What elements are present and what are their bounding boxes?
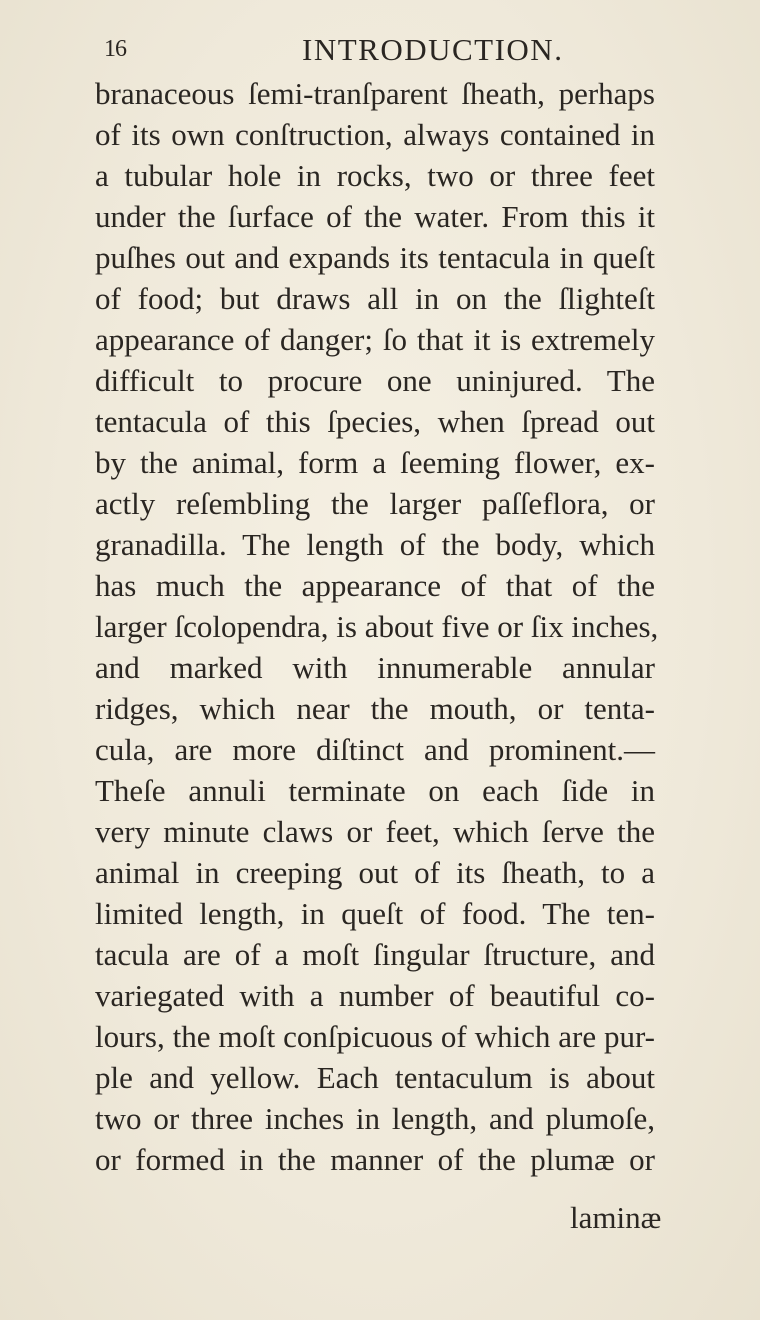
text-line: a tubular hole in rocks, two or three feet bbox=[95, 158, 655, 193]
text-line: branaceous ſemi-tranſparent ſheath, perhaps bbox=[95, 76, 655, 111]
text-line: ridges, which near the mouth, or tenta- bbox=[95, 691, 655, 726]
text-line: has much the appearance of that of the bbox=[95, 568, 655, 603]
text-line: larger ſcolopendra, is about five or ſix inches, bbox=[95, 609, 659, 644]
page-number: 16 bbox=[104, 36, 126, 62]
text-line: actly reſembling the larger paſſeflora, or bbox=[95, 486, 655, 521]
text-line: cula, are more diſtinct and prominent.— bbox=[95, 732, 655, 767]
text-line: tentacula of this ſpecies, when ſpread out bbox=[95, 404, 655, 439]
running-head: INTRODUCTION. bbox=[302, 32, 564, 67]
text-line: or formed in the manner of the plumæ or bbox=[95, 1142, 655, 1177]
page-header bbox=[104, 28, 664, 76]
text-line: and marked with innumerable annular bbox=[95, 650, 655, 685]
catchword: laminæ bbox=[570, 1200, 662, 1235]
text-line: lours, the moſt conſpicuous of which are pur- bbox=[95, 1019, 655, 1054]
text-line: difficult to procure one uninjured. The bbox=[95, 363, 655, 398]
text-line: animal in creeping out of its ſheath, to a bbox=[95, 855, 655, 890]
text-line: variegated with a number of beautiful co- bbox=[95, 978, 655, 1013]
text-line: Theſe annuli terminate on each ſide in bbox=[95, 773, 655, 808]
text-line: two or three inches in length, and plumoſe, bbox=[95, 1101, 655, 1136]
text-line: of food; but draws all in on the ſlighteſt bbox=[95, 281, 655, 316]
text-line: limited length, in queſt of food. The ten- bbox=[95, 896, 655, 931]
text-line: puſhes out and expands its tentacula in queſt bbox=[95, 240, 655, 275]
text-line: of its own conſtruction, always contained in bbox=[95, 117, 655, 152]
text-line: ple and yellow. Each tentaculum is about bbox=[95, 1060, 655, 1095]
text-line: under the ſurface of the water. From this it bbox=[95, 199, 655, 234]
text-line: very minute claws or feet, which ſerve the bbox=[95, 814, 655, 849]
text-line: appearance of danger; ſo that it is extremely bbox=[95, 322, 655, 357]
text-line: granadilla. The length of the body, which bbox=[95, 527, 655, 562]
text-line: by the animal, form a ſeeming flower, ex- bbox=[95, 445, 655, 480]
text-line: tacula are of a moſt ſingular ſtructure, and bbox=[95, 937, 655, 972]
